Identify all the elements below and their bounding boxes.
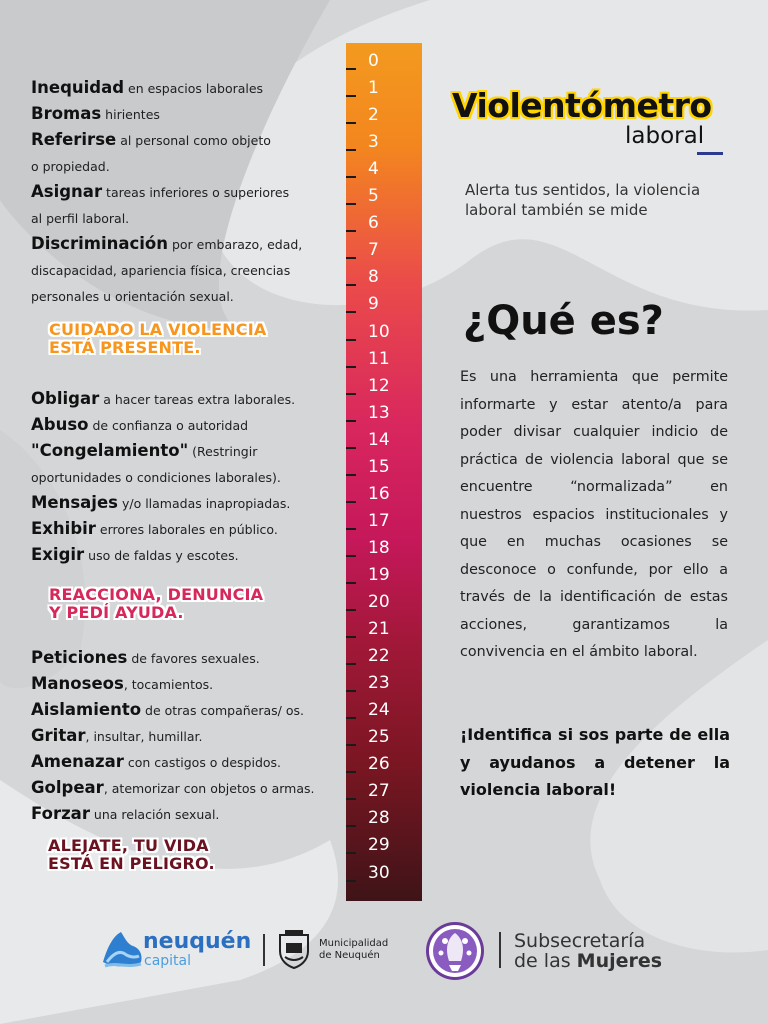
item-5-cont2: personales u orientación sexual. xyxy=(31,289,234,304)
scale-number-23: 23 xyxy=(368,673,390,694)
scale-tick-2 xyxy=(346,122,356,124)
scale-tick-30 xyxy=(346,880,356,882)
scale-number-29: 29 xyxy=(368,835,390,856)
item-10: Exhibir errores laborales en público. xyxy=(31,519,278,538)
item-16: Amenazar con castigos o despidos. xyxy=(31,752,282,771)
item-4-cont: al perfil laboral. xyxy=(31,211,130,226)
que-es-body: Es una herramienta que permite informarte y estar atento/a para poder divisar cualquier indicio de práctica de violencia laboral que se encuentre “normalizada” en nuestros espacios institucionales y que en muchas ocasiones se desconoce o confunde, por ello a través de la identificación de estas acciones, garantizamos la convivencia en el ámbito laboral. xyxy=(460,369,728,660)
scale-tick-24 xyxy=(346,717,356,719)
scale-number-24: 24 xyxy=(368,700,390,721)
women-circle-icon xyxy=(423,921,487,981)
scale-tick-11 xyxy=(346,366,356,368)
scale-tick-18 xyxy=(346,555,356,557)
subtitle-underline xyxy=(697,152,723,155)
scale-tick-13 xyxy=(346,420,356,422)
item-1: Inequidad en espacios laborales xyxy=(31,78,264,97)
item-3: Referirse al personal como objeto xyxy=(31,130,271,149)
scale-number-13: 13 xyxy=(368,402,390,423)
neuquen-capital-logo-icon xyxy=(99,928,145,970)
scale-number-18: 18 xyxy=(368,537,390,558)
scale-number-14: 14 xyxy=(368,429,390,450)
scale-number-22: 22 xyxy=(368,646,390,667)
scale-number-21: 21 xyxy=(368,619,390,640)
item-8-cont: oportunidades o condiciones laborales). xyxy=(31,470,281,485)
item-13: Manoseos, tocamientos. xyxy=(31,674,214,693)
item-3-cont: o propiedad. xyxy=(31,159,110,174)
item-17: Golpear, atemorizar con objetos o armas. xyxy=(31,778,315,797)
scale-tick-20 xyxy=(346,609,356,611)
scale-number-12: 12 xyxy=(368,375,390,396)
item-6: Obligar a hacer tareas extra laborales. xyxy=(31,389,296,408)
item-5: Discriminación por embarazo, edad, xyxy=(31,234,303,253)
scale-tick-7 xyxy=(346,257,356,259)
scale-number-7: 7 xyxy=(368,240,379,261)
que-es-heading: ¿Qué es? xyxy=(463,298,664,344)
scale-number-2: 2 xyxy=(368,105,379,126)
scale-number-4: 4 xyxy=(368,159,379,180)
subsecretaria-line2: de las Mujeres xyxy=(514,950,663,972)
violence-group-1 xyxy=(31,75,302,309)
scale-tick-14 xyxy=(346,447,356,449)
page-title: Violentómetro xyxy=(452,86,712,125)
logo-divider-2 xyxy=(499,932,501,968)
scale-number-20: 20 xyxy=(368,592,390,612)
scale-number-15: 15 xyxy=(368,456,390,477)
item-4: Asignar tareas inferiores o superiores xyxy=(31,182,290,201)
scale-number-3: 3 xyxy=(368,132,379,153)
warning-react: REACCIONA, DENUNCIA Y PEDÍ AYUDA. xyxy=(49,585,264,622)
scale-number-6: 6 xyxy=(368,213,379,234)
scale-tick-21 xyxy=(346,636,356,638)
scale-tick-19 xyxy=(346,582,356,584)
subsecretaria-line1: Subsecretaría xyxy=(514,930,646,952)
scale-tick-27 xyxy=(346,798,356,800)
item-7: Abuso de confianza o autoridad xyxy=(31,415,249,434)
scale-number-1: 1 xyxy=(368,78,379,99)
item-5-cont: discapacidad, apariencia física, creencias xyxy=(31,263,291,278)
item-2: Bromas hirientes xyxy=(31,104,160,123)
scale-tick-26 xyxy=(346,771,356,773)
page-subtitle: laboral xyxy=(625,123,705,149)
scale-number-17: 17 xyxy=(368,510,390,531)
municipalidad-logo xyxy=(277,929,407,971)
scale-tick-28 xyxy=(346,825,356,827)
warning-danger: ALEJATE, TU VIDA ESTÁ EN PELIGRO. xyxy=(48,836,215,873)
neuquen-capital-logo xyxy=(99,926,259,972)
violence-group-3 xyxy=(31,645,315,827)
scale-tick-9 xyxy=(346,311,356,313)
scale-number-0: 0 xyxy=(368,51,379,71)
item-9: Mensajes y/o llamadas inapropiadas. xyxy=(31,493,291,512)
scale-tick-15 xyxy=(346,474,356,476)
scale-tick-4 xyxy=(346,176,356,178)
scale-tick-12 xyxy=(346,393,356,395)
item-12: Peticiones de favores sexuales. xyxy=(31,648,260,667)
scale-tick-10 xyxy=(346,339,356,341)
item-15: Gritar, insultar, humillar. xyxy=(31,726,203,745)
scale-number-27: 27 xyxy=(368,781,390,802)
scale-tick-16 xyxy=(346,501,356,503)
scale-number-5: 5 xyxy=(368,186,379,207)
scale-number-26: 26 xyxy=(368,754,390,775)
scale-number-28: 28 xyxy=(368,808,390,829)
scale-tick-6 xyxy=(346,230,356,232)
scale-number-10: 10 xyxy=(368,321,390,342)
scale-tick-25 xyxy=(346,744,356,746)
scale-number-19: 19 xyxy=(368,564,390,585)
scale-tick-29 xyxy=(346,852,356,854)
call-to-action: ¡Identifica si sos parte de ella y ayudanos a detener la violencia laboral! xyxy=(460,725,730,799)
scale-number-16: 16 xyxy=(368,483,390,504)
item-14: Aislamiento de otras compañeras/ os. xyxy=(31,700,304,719)
scale-number-30: 30 xyxy=(368,862,390,883)
scale-number-11: 11 xyxy=(368,348,390,369)
logo-divider-1 xyxy=(263,934,265,966)
item-11: Exigir uso de faldas y escotes. xyxy=(31,545,239,564)
municipalidad-line2: de Neuquén xyxy=(319,950,380,961)
scale-tick-1 xyxy=(346,95,356,97)
scale-number-25: 25 xyxy=(368,727,390,748)
violence-scale xyxy=(346,43,422,901)
scale-tick-23 xyxy=(346,690,356,692)
scale-number-8: 8 xyxy=(368,267,379,288)
scale-tick-8 xyxy=(346,284,356,286)
municipal-shield-icon xyxy=(277,929,311,969)
warning-caution: CUIDADO LA VIOLENCIA ESTÁ PRESENTE. xyxy=(49,320,267,357)
tagline: Alerta tus sentidos, la violencia laboral también se mide xyxy=(465,181,701,219)
item-18: Forzar una relación sexual. xyxy=(31,804,220,823)
scale-tick-5 xyxy=(346,203,356,205)
item-8: "Congelamiento" (Restringir xyxy=(31,441,258,460)
capital-wordmark: capital xyxy=(144,953,192,969)
municipalidad-line1: Municipalidad xyxy=(319,938,389,949)
neuquen-wordmark: neuquén xyxy=(143,929,252,954)
scale-tick-0 xyxy=(346,68,356,70)
scale-tick-17 xyxy=(346,528,356,530)
scale-tick-3 xyxy=(346,149,356,151)
violence-group-2 xyxy=(31,386,295,568)
women-circle-logo xyxy=(423,921,487,981)
scale-number-9: 9 xyxy=(368,294,379,315)
scale-tick-22 xyxy=(346,663,356,665)
